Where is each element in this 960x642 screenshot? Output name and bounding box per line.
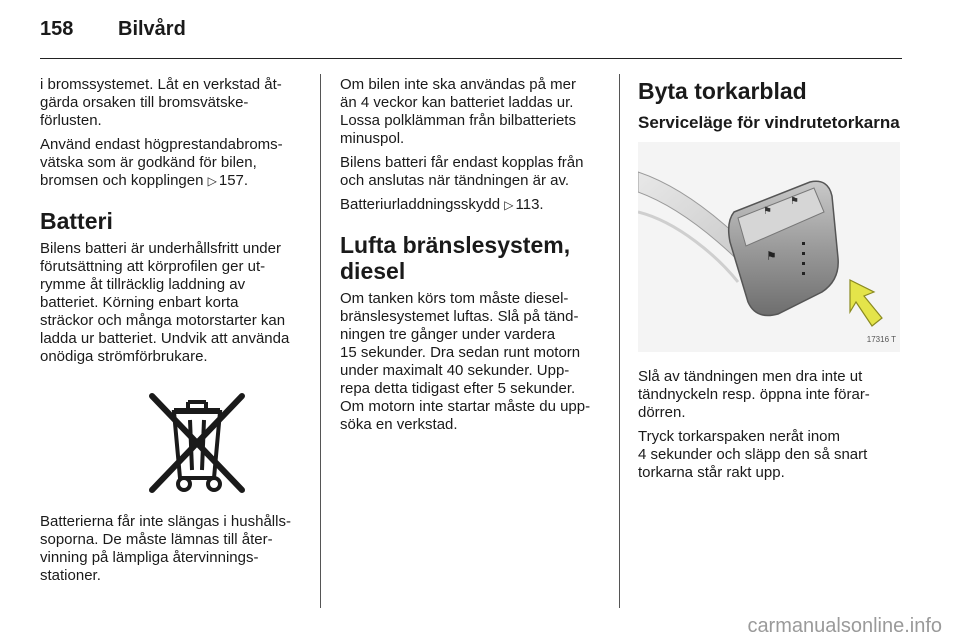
column-divider-2 [619,74,620,608]
page-reference[interactable]: 157. [218,172,249,189]
svg-text:⚑: ⚑ [790,196,799,207]
page-number: 158 [40,18,74,40]
column-3 [638,76,906,488]
wiper-lever-icon [638,142,900,352]
section-heading: Lufta bränslesystem, diesel [340,232,571,284]
page-reference[interactable]: 113. [515,196,544,213]
paragraph: Batteriurladdningsskydd ▷ 113. [340,196,544,213]
watermark: carmanualsonline.info [747,615,942,637]
svg-text:⚑: ⚑ [766,249,777,263]
column-2 [340,76,612,440]
paragraph: i bromssystemet. Låt en verkstad åt- gärda orsaken till bromsvätske- förlusten. [40,76,282,129]
wiper-lever-illustration [638,142,900,352]
paragraph: Använd endast högprestandabroms- vätska som är godkänd för bilen, bromsen och kopplingen ▷ 157. [40,136,283,189]
page-title: Bilvård [118,18,186,40]
figure-code: 17316 T [866,335,896,344]
header-rule [40,58,902,59]
page-ref-arrow-icon: ▷ [504,198,514,212]
section-heading: Batteri [40,208,113,234]
sub-heading: Serviceläge för vindrutetorkarna [638,113,900,132]
paragraph: Tryck torkarspaken neråt inom 4 sekunder och släpp den så snart torkarna står rakt upp. [638,428,868,481]
svg-text:⚑: ⚑ [763,206,772,217]
crossed-out-bin-icon [144,390,250,494]
page-ref-arrow-icon: ▷ [207,174,217,188]
paragraph: Bilens batteri är underhållsfritt under förutsättning att körprofilen ger ut- rymme åt tillräcklig laddning av batteriet. Körning enbart korta sträckor och många motorstarter kan ladda ur batteriet. Undvik att använda onödiga strömförbrukare. [40,240,290,365]
column-divider-1 [320,74,321,608]
column-1 [40,76,310,591]
paragraph: Om bilen inte ska användas på mer än 4 veckor kan batteriet laddas ur. Lossa polklämman från bilbatteriets minuspol. [340,76,576,147]
paragraph: Om tanken körs tom måste diesel- bränslesystemet luftas. Slå på tänd- ningen tre gånger under vardera 15 sekunder. Dra sedan runt motorn under maximalt 40 sekunder. Upp- repa detta tidigast efter 5 sekunder. Om motorn inte startar måste du upp- söka en verkstad. [340,290,591,433]
paragraph: Bilens batteri får endast kopplas från och anslutas när tändningen är av. [340,154,584,189]
paragraph: Slå av tändningen men dra inte ut tändnyckeln resp. öppna inte förar- dörren. [638,368,870,421]
paragraph: Batterierna får inte slängas i hushålls- soporna. De måste lämnas till åter- vinning på lämpliga återvinnings- stationer. [40,513,291,584]
section-heading: Byta torkarblad [638,78,807,104]
